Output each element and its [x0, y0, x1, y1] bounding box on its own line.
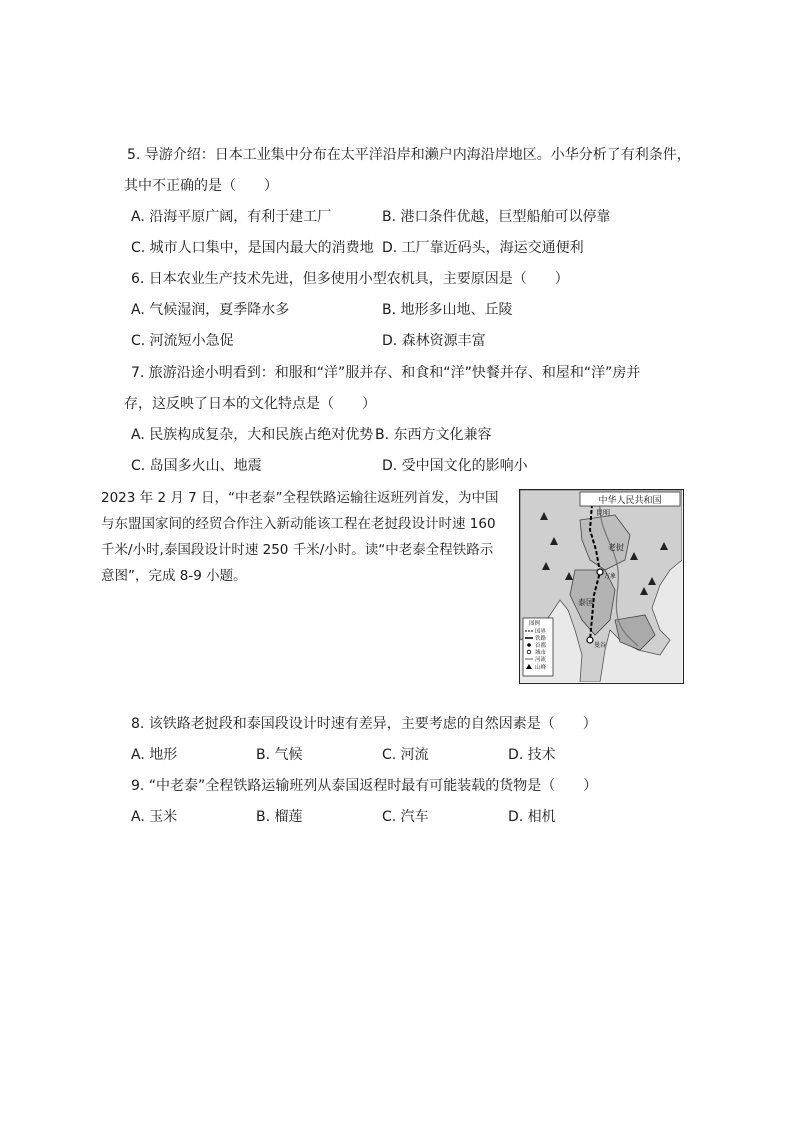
legend-railway: 铁路 [535, 636, 547, 642]
map-label-thailand: 泰国 [578, 598, 594, 607]
intro-line-2: 与东盟国家间的经贸合作注入新动能该工程在老挝段设计时速 160 [101, 516, 496, 532]
q9-option-c: C. 汽车 [382, 809, 429, 825]
railway-map-drawing [520, 490, 682, 682]
q9-option-a: A. 玉米 [131, 809, 178, 825]
q5-option-b: B. 港口条件优越，巨型船舶可以停靠 [382, 209, 611, 225]
intro-line-1: 2023 年 2 月 7 日，“中老泰”全程铁路运输往返班列首发，为中国 [101, 490, 499, 506]
q8-option-c: C. 河流 [382, 747, 429, 763]
intro-paragraph [101, 485, 506, 589]
legend-peak: 山峰 [535, 665, 547, 671]
railway-map [519, 489, 684, 684]
q6-stem: 6. 日本农业生产技术先进，但多使用小型农机具，主要原因是（ ） [131, 271, 569, 287]
q6-option-b: B. 地形多山地、丘陵 [382, 302, 513, 318]
q9-stem: 9. “中老泰”全程铁路运输班列从泰国返程时最有可能装载的货物是（ ） [131, 778, 598, 794]
q7-option-c: C. 岛国多火山、地震 [131, 458, 262, 474]
q7-option-d: D. 受中国文化的影响小 [382, 458, 528, 474]
map-title: 中华人民共和国 [598, 496, 662, 506]
q6-option-a: A. 气候湿润，夏季降水多 [131, 302, 290, 318]
intro-line-4: 意图”，完成 8-9 小题。 [101, 568, 247, 584]
q7-stem-line1: 7. 旅游沿途小明看到：和服和“洋”服并存、和食和“洋”快餐并存、和屋和“洋”房并 [131, 365, 641, 381]
legend-border: 国界 [535, 629, 547, 635]
q5-option-d: D. 工厂靠近码头，海运交通便利 [382, 240, 584, 256]
q6-option-d: D. 森林资源丰富 [382, 333, 486, 349]
q9-option-b: B. 榴莲 [256, 809, 303, 825]
map-label-laos: 老挝 [608, 543, 624, 552]
q8-option-b: B. 气候 [256, 747, 303, 763]
map-label-kunming: 昆明 [596, 509, 610, 517]
q8-stem: 8. 该铁路老挝段和泰国段设计时速有差异，主要考虑的自然因素是（ ） [131, 716, 597, 732]
legend-capital: 首都 [535, 643, 547, 649]
legend-title: 图例 [529, 621, 541, 627]
q7-stem-line2: 存，这反映了日本的文化特点是（ ） [124, 396, 376, 412]
map-label-bangkok: 曼谷 [594, 642, 607, 649]
q8-option-a: A. 地形 [131, 747, 178, 763]
map-label-vientiane: 万象 [604, 573, 617, 580]
q7-option-a: A. 民族构成复杂，大和民族占绝对优势 [131, 427, 374, 443]
q5-option-c: C. 城市人口集中，是国内最大的消费地 [131, 240, 374, 256]
legend-river: 河流 [535, 657, 547, 663]
q6-option-c: C. 河流短小急促 [131, 333, 234, 349]
q5-stem-line1: 5. 导游介绍：日本工业集中分布在太平洋沿岸和濑户内海沿岸地区。小华分析了有利条件， [127, 147, 691, 163]
q9-option-d: D. 相机 [508, 809, 556, 825]
legend-city: 城市 [535, 650, 547, 656]
q5-option-a: A. 沿海平原广阔，有利于建工厂 [131, 209, 332, 225]
q7-option-b: B. 东西方文化兼容 [375, 427, 492, 443]
q8-option-d: D. 技术 [508, 747, 556, 763]
intro-line-3: 千米/小时,泰国段设计时速 250 千米/小时。读“中老泰全程铁路示 [101, 542, 494, 558]
q5-stem-line2: 其中不正确的是（ ） [124, 178, 278, 194]
